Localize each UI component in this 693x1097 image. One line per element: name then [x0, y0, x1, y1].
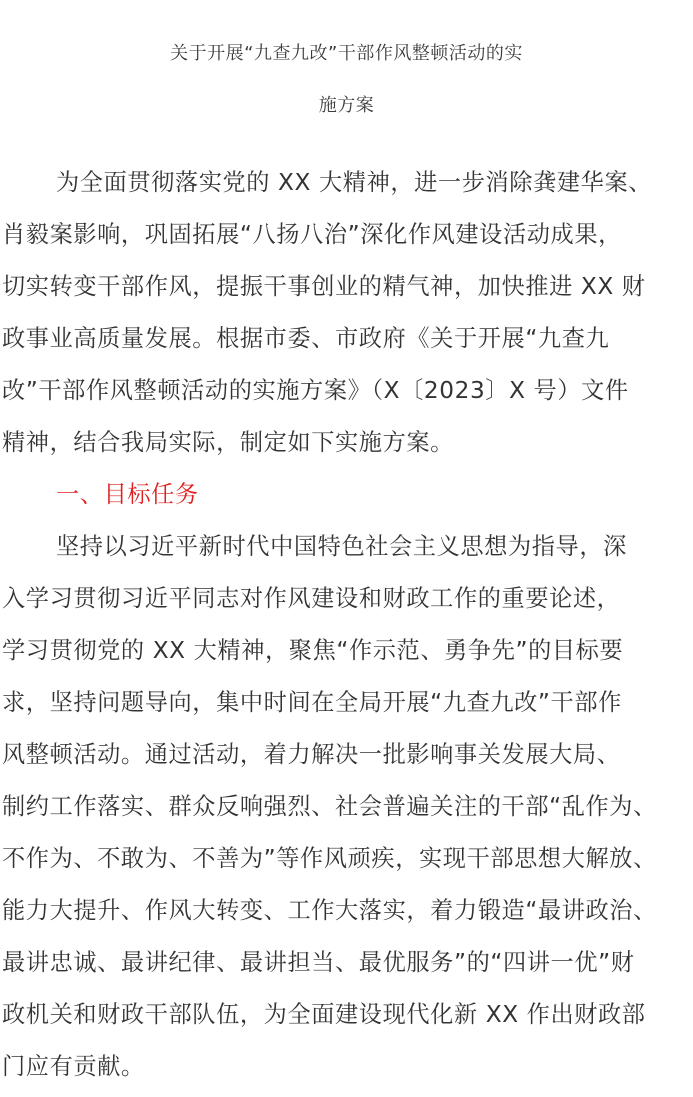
- paragraph-1-line-2: 肖毅案影响，巩固拓展“八扬八治”深化作风建设活动成果，: [2, 221, 622, 248]
- paragraph-2-line-5: 风整顿活动。通过活动，着力解决一批影响事关发展大局、: [2, 741, 621, 768]
- paragraph-2-line-4: 求，坚持问题导向，集中时间在全局开展“九查九改”干部作: [2, 689, 622, 716]
- paragraph-1-line-1: 为全面贯彻落实党的 XX 大精神，进一步消除龚建华案、: [56, 169, 653, 196]
- paragraph-2-line-11: 门应有贡献。: [2, 1053, 145, 1080]
- paragraph-2-line-10: 政机关和财政干部队伍，为全面建设现代化新 XX 作出财政部: [2, 1001, 646, 1028]
- section-heading: 一、目标任务: [56, 481, 199, 508]
- title-line-1: 关于开展“九查九改”干部作风整顿活动的实: [170, 43, 523, 64]
- document-title: [0, 28, 693, 132]
- paragraph-1-line-3: 切实转变干部作风，提振干事创业的精气神，加快推进 XX 财: [2, 273, 646, 300]
- paragraph-1-line-4: 政事业高质量发展。根据市委、市政府《关于开展“九查九: [2, 325, 610, 352]
- paragraph-2-line-9: 最讲忠诚、最讲纪律、最讲担当、最优服务”的“四讲一优”财: [2, 949, 635, 976]
- paragraph-2-line-1: 坚持以习近平新时代中国特色社会主义思想为指导，深: [56, 533, 627, 560]
- paragraph-2-line-8: 能力大提升、作风大转变、工作大落实，着力锻造“最讲政治、: [2, 897, 657, 924]
- paragraph-2-line-2: 入学习贯彻习近平同志对作风建设和财政工作的重要论述，: [2, 585, 621, 612]
- paragraph-2-line-6: 制约工作落实、群众反响强烈、社会普遍关注的干部“乱作为、: [2, 793, 657, 820]
- paragraph-1-line-6: 精神，结合我局实际，制定如下实施方案。: [2, 429, 454, 456]
- paragraph-1-line-5: 改”干部作风整顿活动的实施方案》（X〔2023〕X 号）文件: [2, 377, 629, 404]
- title-line-2: 施方案: [318, 95, 375, 116]
- paragraph-2-line-3: 学习贯彻党的 XX 大精神，聚焦“作示范、勇争先”的目标要: [2, 637, 624, 664]
- paragraph-2-line-7: 不作为、不敢为、不善为”等作风顽疾，实现干部思想大解放、: [2, 845, 657, 872]
